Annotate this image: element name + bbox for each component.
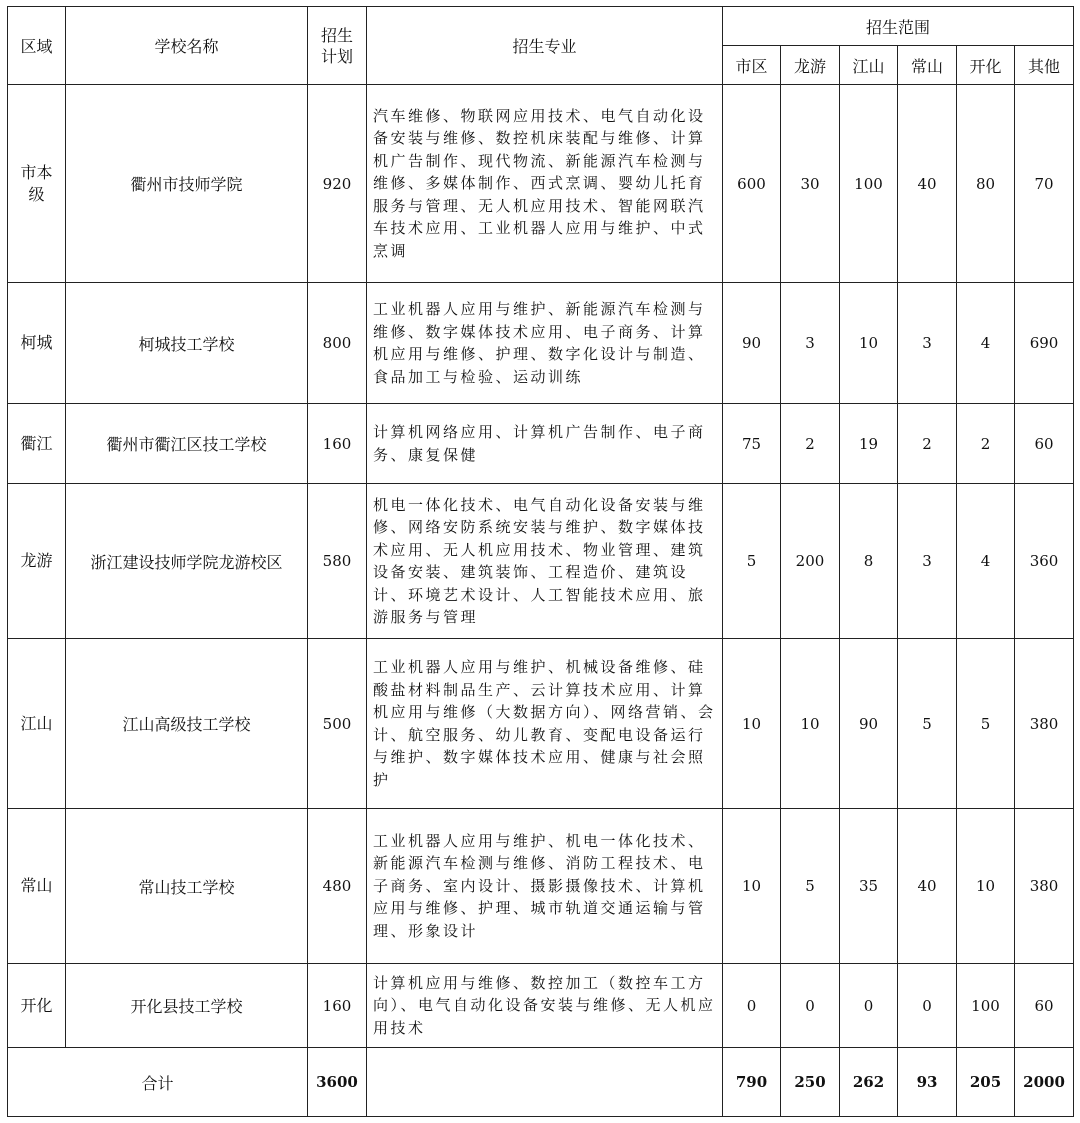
header-region: 区域 — [8, 7, 66, 85]
cell-region: 衢江 — [8, 404, 66, 484]
cell-scope-kaihua: 100 — [957, 964, 1015, 1048]
cell-region: 柯城 — [8, 283, 66, 404]
cell-scope-changshan: 40 — [898, 809, 957, 964]
total-scope-jiangshan: 262 — [840, 1048, 898, 1117]
cell-school: 开化县技工学校 — [66, 964, 308, 1048]
header-scope-shiqu: 市区 — [723, 46, 781, 85]
cell-scope-changshan: 3 — [898, 484, 957, 639]
header-scope: 招生范围 — [723, 7, 1074, 46]
cell-scope-shiqu: 10 — [723, 809, 781, 964]
total-scope-changshan: 93 — [898, 1048, 957, 1117]
cell-scope-changshan: 2 — [898, 404, 957, 484]
cell-majors: 工业机器人应用与维护、机械设备维修、硅酸盐材料制品生产、云计算技术应用、计算机应用与维修（大数据方向）、网络营销、会计、航空服务、幼儿教育、变配电设备运行与维护、数字媒体技术应用、健康与社会照护 — [367, 639, 723, 809]
cell-scope-changshan: 40 — [898, 85, 957, 283]
header-scope-longyou: 龙游 — [781, 46, 840, 85]
cell-scope-jiangshan: 10 — [840, 283, 898, 404]
cell-scope-shiqu: 0 — [723, 964, 781, 1048]
cell-scope-longyou: 10 — [781, 639, 840, 809]
cell-school: 常山技工学校 — [66, 809, 308, 964]
table-row — [8, 964, 1074, 1048]
cell-scope-jiangshan: 8 — [840, 484, 898, 639]
total-majors-empty — [367, 1048, 723, 1117]
cell-plan: 500 — [308, 639, 367, 809]
total-plan: 3600 — [308, 1048, 367, 1117]
cell-majors: 计算机应用与维修、数控加工（数控车工方向）、电气自动化设备安装与维修、无人机应用技术 — [367, 964, 723, 1048]
cell-scope-longyou: 2 — [781, 404, 840, 484]
cell-region: 龙游 — [8, 484, 66, 639]
cell-scope-jiangshan: 19 — [840, 404, 898, 484]
cell-plan: 800 — [308, 283, 367, 404]
header-scope-other: 其他 — [1015, 46, 1074, 85]
cell-scope-shiqu: 5 — [723, 484, 781, 639]
cell-plan: 160 — [308, 964, 367, 1048]
table-body — [8, 85, 1074, 1117]
table-row — [8, 484, 1074, 639]
cell-majors: 工业机器人应用与维护、机电一体化技术、新能源汽车检测与维修、消防工程技术、电子商务、室内设计、摄影摄像技术、计算机应用与维修、护理、城市轨道交通运输与管理、形象设计 — [367, 809, 723, 964]
cell-scope-longyou: 30 — [781, 85, 840, 283]
cell-plan: 480 — [308, 809, 367, 964]
cell-scope-jiangshan: 0 — [840, 964, 898, 1048]
cell-scope-kaihua: 4 — [957, 283, 1015, 404]
cell-scope-jiangshan: 35 — [840, 809, 898, 964]
cell-scope-shiqu: 90 — [723, 283, 781, 404]
cell-school: 浙江建设技师学院龙游校区 — [66, 484, 308, 639]
total-scope-shiqu: 790 — [723, 1048, 781, 1117]
table-row — [8, 639, 1074, 809]
cell-majors: 工业机器人应用与维护、新能源汽车检测与维修、数字媒体技术应用、电子商务、计算机应用与维修、护理、数字化设计与制造、食品加工与检验、运动训练 — [367, 283, 723, 404]
cell-scope-kaihua: 10 — [957, 809, 1015, 964]
cell-school: 衢州市衢江区技工学校 — [66, 404, 308, 484]
cell-plan: 580 — [308, 484, 367, 639]
cell-school: 衢州市技师学院 — [66, 85, 308, 283]
table-row — [8, 809, 1074, 964]
cell-scope-kaihua: 80 — [957, 85, 1015, 283]
cell-scope-kaihua: 4 — [957, 484, 1015, 639]
cell-scope-other: 380 — [1015, 639, 1074, 809]
cell-scope-other: 380 — [1015, 809, 1074, 964]
cell-scope-jiangshan: 100 — [840, 85, 898, 283]
header-scope-jiangshan: 江山 — [840, 46, 898, 85]
cell-scope-other: 60 — [1015, 964, 1074, 1048]
cell-scope-shiqu: 10 — [723, 639, 781, 809]
cell-scope-changshan: 5 — [898, 639, 957, 809]
cell-majors: 机电一体化技术、电气自动化设备安装与维修、网络安防系统安装与维护、数字媒体技术应用、无人机应用技术、物业管理、建筑设备安装、建筑装饰、工程造价、建筑设计、环境艺术设计、人工智能技术应用、旅游服务与管理 — [367, 484, 723, 639]
header-major: 招生专业 — [367, 7, 723, 85]
header-plan-label: 招生 计划 — [320, 25, 353, 66]
cell-plan: 920 — [308, 85, 367, 283]
cell-scope-kaihua: 2 — [957, 404, 1015, 484]
cell-scope-longyou: 200 — [781, 484, 840, 639]
cell-scope-changshan: 3 — [898, 283, 957, 404]
cell-scope-other: 690 — [1015, 283, 1074, 404]
cell-region: 常山 — [8, 809, 66, 964]
cell-scope-other: 70 — [1015, 85, 1074, 283]
header-plan — [308, 7, 367, 85]
table-row — [8, 283, 1074, 404]
cell-scope-shiqu: 75 — [723, 404, 781, 484]
header-school: 学校名称 — [66, 7, 308, 85]
cell-scope-jiangshan: 90 — [840, 639, 898, 809]
cell-region: 开化 — [8, 964, 66, 1048]
cell-scope-other: 60 — [1015, 404, 1074, 484]
total-label: 合计 — [8, 1048, 308, 1117]
cell-school: 江山高级技工学校 — [66, 639, 308, 809]
cell-majors: 计算机网络应用、计算机广告制作、电子商务、康复保健 — [367, 404, 723, 484]
cell-scope-changshan: 0 — [898, 964, 957, 1048]
cell-scope-shiqu: 600 — [723, 85, 781, 283]
cell-plan: 160 — [308, 404, 367, 484]
cell-scope-longyou: 3 — [781, 283, 840, 404]
cell-region: 市本 级 — [8, 85, 66, 283]
header-scope-kaihua: 开化 — [957, 46, 1015, 85]
header-scope-changshan: 常山 — [898, 46, 957, 85]
enrollment-table — [7, 6, 1074, 1117]
total-scope-longyou: 250 — [781, 1048, 840, 1117]
cell-school: 柯城技工学校 — [66, 283, 308, 404]
table-row — [8, 404, 1074, 484]
cell-region: 江山 — [8, 639, 66, 809]
cell-scope-longyou: 0 — [781, 964, 840, 1048]
cell-scope-other: 360 — [1015, 484, 1074, 639]
table-row — [8, 85, 1074, 283]
total-row — [8, 1048, 1074, 1117]
cell-scope-longyou: 5 — [781, 809, 840, 964]
cell-scope-kaihua: 5 — [957, 639, 1015, 809]
cell-majors: 汽车维修、物联网应用技术、电气自动化设备安装与维修、数控机床装配与维修、计算机广告制作、现代物流、新能源汽车检测与维修、多媒体制作、西式烹调、婴幼儿托育服务与管理、无人机应用技术、智能网联汽车技术应用、工业机器人应用与维护、中式烹调 — [367, 85, 723, 283]
total-scope-kaihua: 205 — [957, 1048, 1015, 1117]
total-scope-other: 2000 — [1015, 1048, 1074, 1117]
